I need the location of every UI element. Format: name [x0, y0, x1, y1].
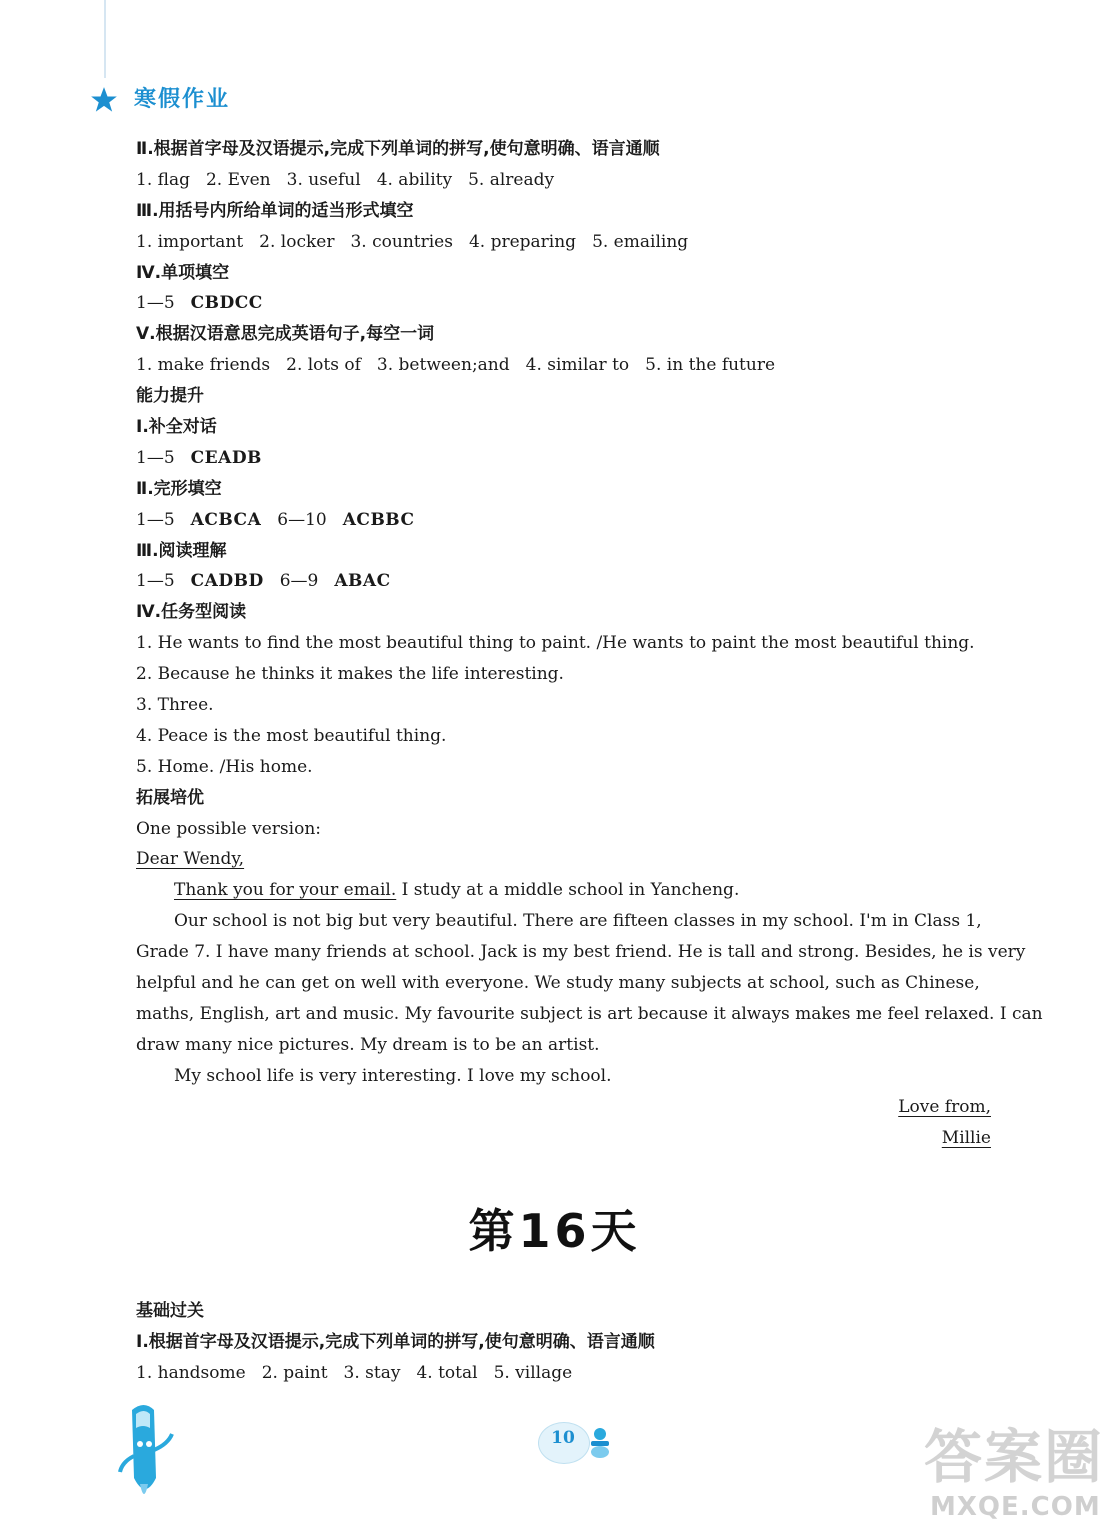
essay-intro: One possible version: — [136, 818, 321, 839]
answer-item: 3. useful — [286, 169, 361, 190]
answer-item: 2. Even — [205, 169, 271, 190]
answer-item: 1. handsome — [136, 1362, 246, 1383]
answer-range: 1—5 — [136, 447, 175, 468]
answers-day16-q1 — [136, 1358, 991, 1389]
letter-paragraph-line: maths, English, art and music. My favourite subject is art because it always makes me feel relaxed. I can — [136, 1003, 1043, 1024]
page-number-badge — [536, 1418, 616, 1468]
star-icon — [90, 86, 118, 114]
heading-b-q2: Ⅱ.完形填空 — [136, 478, 222, 499]
heading-day16-q1: Ⅰ.根据首字母及汉语提示,完成下列单词的拼写,使句意明确、语言通顺 — [136, 1331, 655, 1352]
heading-b-q3: Ⅲ.阅读理解 — [136, 540, 227, 561]
snowman-icon — [586, 1424, 614, 1460]
answers-q2 — [136, 165, 991, 196]
section-heading-ability: 能力提升 — [136, 386, 204, 407]
answers-q5 — [136, 350, 991, 381]
answer-item: 2. paint — [261, 1362, 328, 1383]
heading-q2: Ⅱ.根据首字母及汉语提示,完成下列单词的拼写,使句意明确、语言通顺 — [136, 139, 660, 159]
closing-text: Love from, — [898, 1096, 991, 1117]
answer-content — [136, 134, 1043, 1153]
letter-paragraph-line: helpful and he can get on well with everyone. We study many subjects at school, such as Chinese, — [136, 973, 980, 994]
answer-item: 1. make friends — [136, 355, 271, 376]
answer-item: 4. ability — [376, 169, 453, 190]
letter-paragraph-line: Our school is not big but very beautiful. There are fifteen classes in my school. I'm in Class 1, — [174, 911, 982, 932]
letter-paragraph-3: My school life is very interesting. I love my school. — [174, 1065, 612, 1086]
page-number: 10 — [551, 1428, 575, 1448]
letter-paragraph-line: draw many nice pictures. My dream is to be an artist. — [136, 1034, 600, 1055]
answer-key: CBDCC — [190, 293, 263, 314]
answer-item: 4. total — [416, 1362, 478, 1383]
signature-text: Millie — [941, 1127, 991, 1148]
answer-item: 1. important — [136, 231, 244, 252]
pencil-mascot-icon — [110, 1400, 180, 1510]
answers-b-q1 — [136, 443, 991, 474]
answers-q3 — [136, 227, 991, 258]
answer-item: 3. stay — [343, 1362, 401, 1383]
answer-line: 3. Three. — [136, 695, 214, 716]
letter-paragraph-1 — [136, 875, 991, 906]
day-title: 第16天 — [468, 1204, 641, 1258]
answer-item: 5. emailing — [592, 231, 689, 252]
answer-item: 5. village — [493, 1362, 573, 1383]
answer-line: 5. Home. /His home. — [136, 756, 313, 777]
answers-b-q2 — [136, 505, 991, 536]
answer-item: 4. similar to — [525, 355, 630, 376]
answer-line: 1. He wants to find the most beautiful thing to paint. /He wants to paint the most beautiful thing. — [136, 633, 975, 654]
underlined-sentence: Thank you for your email. — [174, 880, 397, 901]
heading-b-q1: Ⅰ.补全对话 — [136, 417, 217, 438]
heading-q4: Ⅳ.单项填空 — [136, 262, 230, 283]
answer-item: 4. preparing — [468, 231, 577, 252]
answer-item: 3. between;and — [376, 355, 510, 376]
answer-key: ACBCA — [190, 509, 262, 530]
answer-line: 2. Because he thinks it makes the life interesting. — [136, 664, 564, 685]
letter-greeting — [136, 844, 991, 875]
answers-b-q3 — [136, 566, 991, 597]
answer-key: ABAC — [334, 571, 391, 592]
answer-item: 5. in the future — [645, 355, 776, 376]
answer-item: 5. already — [468, 169, 555, 190]
answer-line: 4. Peace is the most beautiful thing. — [136, 725, 447, 746]
header-divider — [104, 0, 106, 78]
section-heading-basics: 基础过关 — [136, 1301, 204, 1321]
answer-item: 2. locker — [259, 231, 335, 252]
day16-content — [136, 1296, 991, 1389]
letter-closing — [136, 1092, 991, 1123]
heading-q5: Ⅴ.根据汉语意思完成英语句子,每空一词 — [136, 324, 435, 345]
answer-range: 1—5 — [136, 293, 175, 314]
answer-item: 1. flag — [136, 169, 190, 190]
answer-range: 6—10 — [277, 509, 327, 530]
answer-range: 6—9 — [279, 571, 319, 592]
answer-item: 2. lots of — [286, 355, 361, 376]
answer-range: 1—5 — [136, 509, 175, 530]
sentence-text: I study at a middle school in Yancheng. — [396, 880, 740, 901]
letter-paragraph-line: Grade 7. I have many friends at school. Jack is my best friend. He is tall and strong. Besides, he is very — [136, 942, 1026, 963]
answer-item: 3. countries — [350, 231, 453, 252]
watermark-url-text: MXQE.COM — [930, 1492, 1101, 1522]
answer-range: 1—5 — [136, 571, 175, 592]
watermark-logo-text: 答案圈 — [924, 1423, 1105, 1491]
watermark — [924, 1410, 1104, 1530]
letter-signature — [136, 1123, 991, 1154]
section-heading-extension: 拓展培优 — [136, 787, 204, 808]
heading-b-q4: Ⅳ.任务型阅读 — [136, 602, 247, 623]
answer-key: CADBD — [190, 571, 264, 592]
heading-q3: Ⅲ.用括号内所给单词的适当形式填空 — [136, 200, 414, 221]
answers-q4 — [136, 288, 991, 319]
header-title: 寒假作业 — [134, 87, 231, 112]
answer-key: CEADB — [190, 447, 262, 468]
answer-key: ACBBC — [342, 509, 415, 530]
greeting-text: Dear Wendy, — [136, 849, 245, 870]
